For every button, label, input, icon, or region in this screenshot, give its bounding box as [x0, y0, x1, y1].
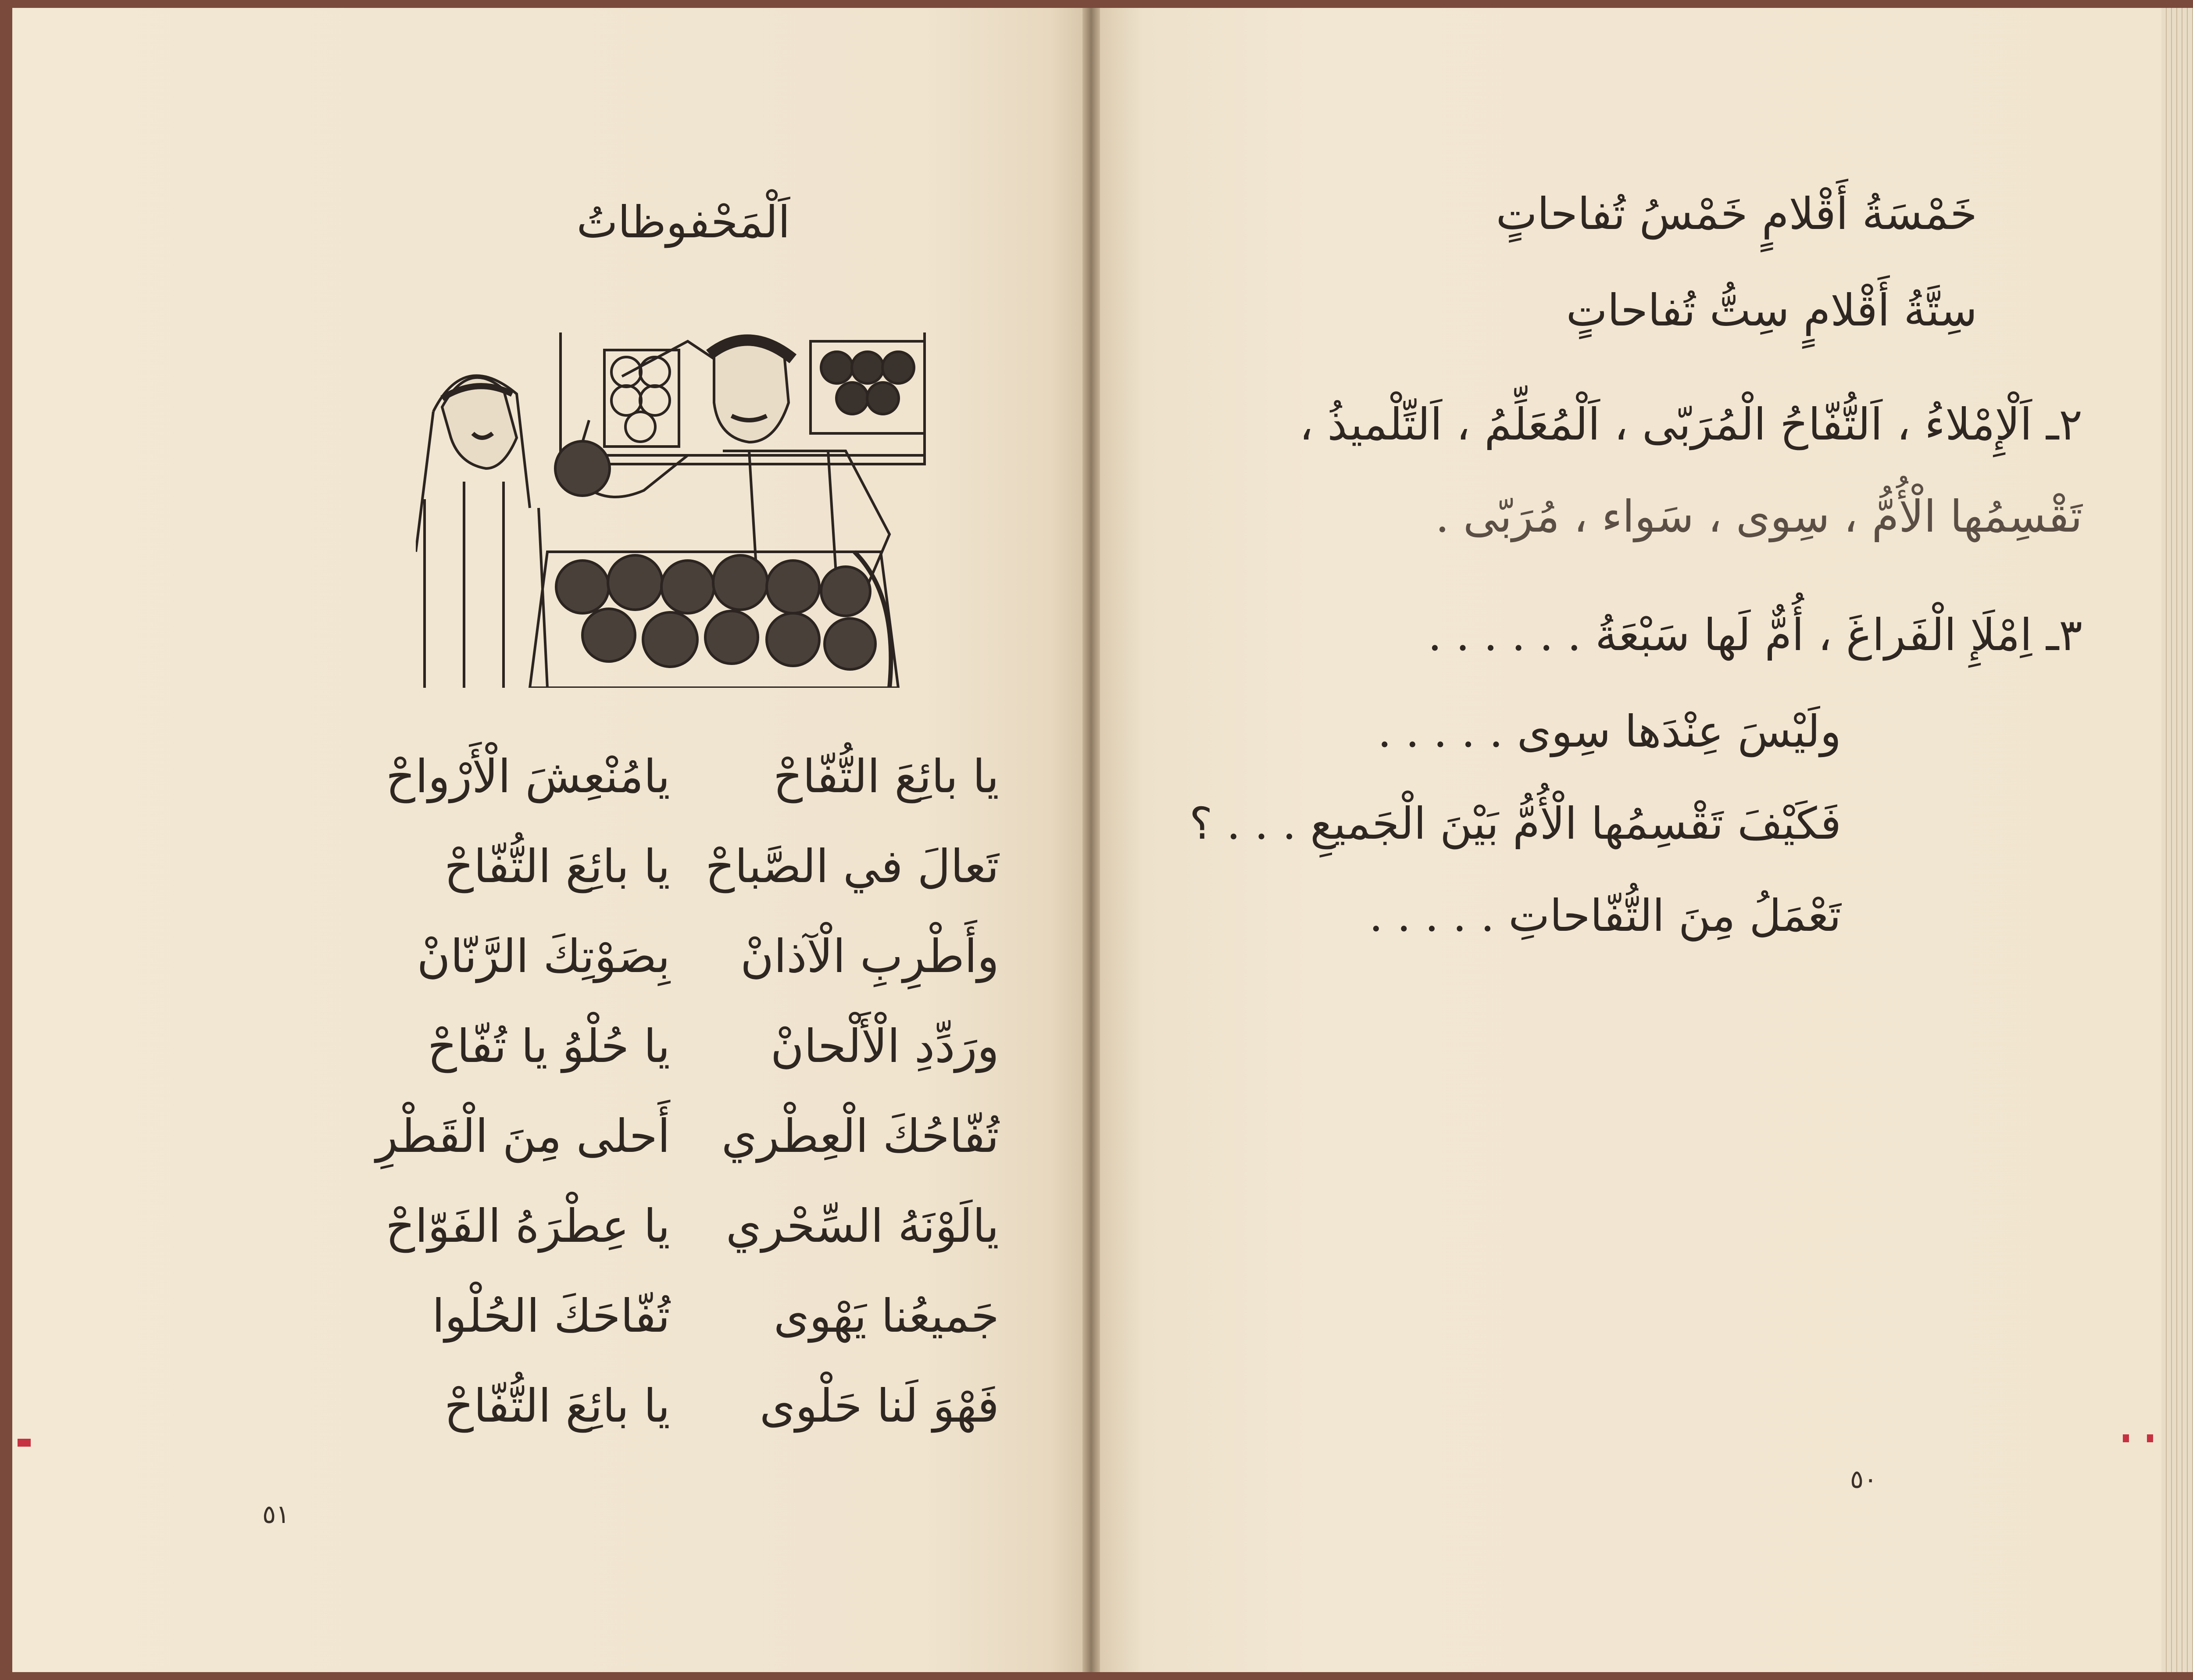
- counting-line-6: سِتَّةُ أَقْلامٍ سِتُّ تُفاحاتٍ: [1566, 285, 1977, 336]
- verse-line-5-b: أَحلى مِنَ الْقَطْرِ: [375, 1109, 670, 1163]
- book-spread: [12, 8, 2193, 1672]
- verse-line-7-a: جَميعُنا يَهْوى: [773, 1289, 999, 1343]
- verse-line-1-b: يامُنْعِشَ الْأَرْواحْ: [386, 750, 670, 803]
- page-edges: [2161, 8, 2193, 1672]
- verse-line-8-b: يا بائِعَ التُّفّاحْ: [444, 1379, 670, 1433]
- exercise-3-line-3: فَكَيْفَ تَقْسِمُها الْأُمُّ بَيْنَ الْجَميعِ . . . ؟: [1189, 798, 1841, 849]
- verse-line-7-b: تُفّاحَكَ الحُلْوا: [432, 1289, 670, 1343]
- verse-line-8-a: فَهْوَ لَنا حَلْوى: [759, 1379, 999, 1433]
- page-number: ٥٠: [1850, 1464, 1878, 1494]
- red-tab-mark: [18, 1439, 31, 1447]
- right-page: [1100, 8, 2161, 1672]
- exercise-3-line-2: ولَيْسَ عِنْدَها سِوى . . . . .: [1377, 706, 1841, 757]
- verse-line-5-a: تُفّاحُكَ الْعِطْري: [721, 1109, 999, 1163]
- exercise-2-line-2: تَقْسِمُها الْأُمُّ ، سِوى ، سَواء ، مُرَبّى .: [1435, 491, 2082, 542]
- verse-line-6-b: يا عِطْرَهُ الفَوّاحْ: [386, 1199, 670, 1253]
- verse-line-3-a: وأَطْرِبِ الْآذانْ: [740, 929, 999, 983]
- counting-line-5: خَمْسَةُ أَقْلامٍ خَمْسُ تُفاحاتٍ: [1496, 188, 1977, 239]
- exercise-2-line-1: ٢ـ اَلْإِمْلاءُ ، اَلتُّفّاحُ الْمُرَبّى ، اَلْمُعَلِّمُ ، اَلتِّلْميذُ ،: [1299, 399, 2082, 450]
- apple-seller-illustration: [416, 324, 942, 688]
- verse-line-3-b: بِصَوْتِكَ الرَّنّانْ: [417, 929, 670, 983]
- exercise-3-line-4: تَعْمَلُ مِنَ التُّفّاحاتِ . . . . .: [1369, 890, 1841, 941]
- red-tab-mark: [2123, 1434, 2129, 1442]
- red-tab-mark: [2147, 1434, 2153, 1442]
- verse-line-4-b: يا حُلْوُ يا تُفّاحْ: [427, 1019, 670, 1073]
- verse-line-4-a: ورَدِّدِ الْأَلْحانْ: [770, 1019, 999, 1073]
- page-number: ٥١: [262, 1499, 290, 1529]
- verse-line-1-a: يا بائِعَ التُّفّاحْ: [773, 750, 999, 803]
- book-gutter: [1082, 8, 1100, 1672]
- verse-line-2-a: تَعالَ في الصَّباحْ: [705, 840, 999, 893]
- verse-line-2-b: يا بائِعَ التُّفّاحْ: [444, 840, 670, 893]
- exercise-3-line-1: ٣ـ اِمْلَإِ الْفَراغَ ، أُمٌّ لَها سَبْعَةُ . . . . . .: [1428, 609, 2082, 661]
- left-page: [12, 8, 1082, 1672]
- verse-line-6-a: يالَوْنَهُ السِّحْري: [725, 1199, 999, 1253]
- page-title: اَلْمَحْفوظاتُ: [576, 197, 790, 248]
